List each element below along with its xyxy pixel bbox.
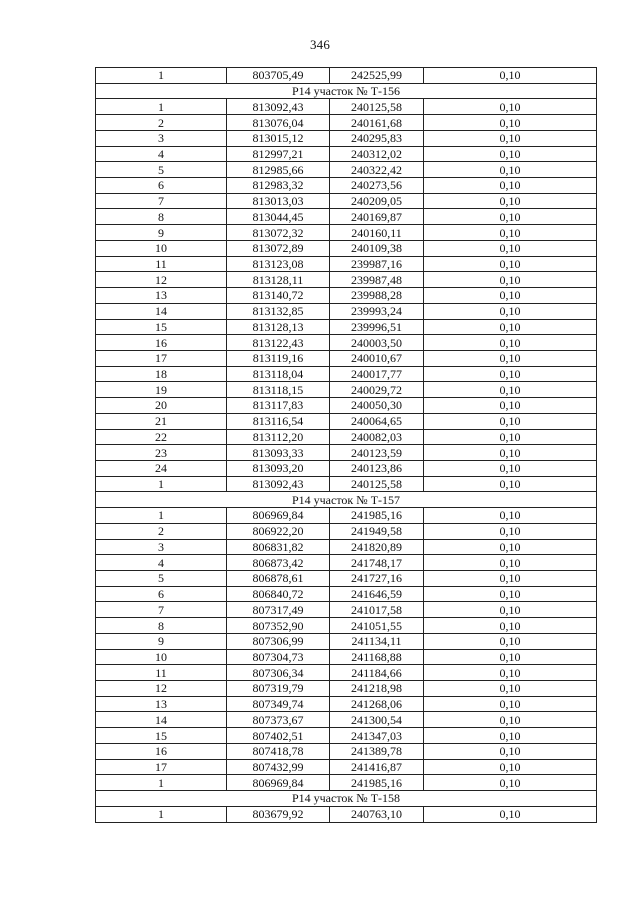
accuracy-cell: 0,10: [424, 398, 597, 414]
table-row: [96, 633, 597, 649]
y-coordinate-cell: 242525,99: [330, 68, 424, 84]
x-coordinate-cell: 807306,99: [227, 633, 330, 649]
point-number-cell: 3: [96, 539, 227, 555]
table-row: [96, 712, 597, 728]
y-coordinate-cell: 240109,38: [330, 240, 424, 256]
y-coordinate-cell: 240312,02: [330, 146, 424, 162]
x-coordinate-cell: 813123,08: [227, 256, 330, 272]
y-coordinate-cell: 239987,16: [330, 256, 424, 272]
y-coordinate-cell: 241168,88: [330, 649, 424, 665]
accuracy-cell: 0,10: [424, 178, 597, 194]
y-coordinate-cell: 239996,51: [330, 319, 424, 335]
point-number-cell: 6: [96, 586, 227, 602]
point-number-cell: 12: [96, 681, 227, 697]
table-row: [96, 303, 597, 319]
x-coordinate-cell: 806969,84: [227, 775, 330, 791]
accuracy-cell: 0,10: [424, 272, 597, 288]
table-row: [96, 99, 597, 115]
y-coordinate-cell: 239987,48: [330, 272, 424, 288]
table-row: [96, 571, 597, 587]
y-coordinate-cell: 241949,58: [330, 523, 424, 539]
x-coordinate-cell: 813092,43: [227, 99, 330, 115]
y-coordinate-cell: 240209,05: [330, 193, 424, 209]
x-coordinate-cell: 812985,66: [227, 162, 330, 178]
point-number-cell: 3: [96, 130, 227, 146]
x-coordinate-cell: 807306,34: [227, 665, 330, 681]
point-number-cell: 11: [96, 256, 227, 272]
y-coordinate-cell: 241051,55: [330, 618, 424, 634]
accuracy-cell: 0,10: [424, 743, 597, 759]
accuracy-cell: 0,10: [424, 681, 597, 697]
table-row: [96, 398, 597, 414]
section-title: Р14 участок № Т-158: [96, 791, 597, 807]
point-number-cell: 4: [96, 146, 227, 162]
point-number-cell: 1: [96, 99, 227, 115]
accuracy-cell: 0,10: [424, 162, 597, 178]
accuracy-cell: 0,10: [424, 256, 597, 272]
accuracy-cell: 0,10: [424, 319, 597, 335]
x-coordinate-cell: 813128,11: [227, 272, 330, 288]
point-number-cell: 10: [96, 649, 227, 665]
table-row: [96, 649, 597, 665]
coordinates-table: [95, 67, 597, 823]
point-number-cell: 16: [96, 743, 227, 759]
y-coordinate-cell: 240160,11: [330, 225, 424, 241]
x-coordinate-cell: 813093,20: [227, 460, 330, 476]
x-coordinate-cell: 807402,51: [227, 728, 330, 744]
x-coordinate-cell: 813128,13: [227, 319, 330, 335]
point-number-cell: 6: [96, 178, 227, 194]
table-row: [96, 319, 597, 335]
table-row: [96, 209, 597, 225]
accuracy-cell: 0,10: [424, 555, 597, 571]
x-coordinate-cell: 813119,16: [227, 350, 330, 366]
x-coordinate-cell: 813044,45: [227, 209, 330, 225]
section-title: Р14 участок № Т-156: [96, 83, 597, 99]
y-coordinate-cell: 241416,87: [330, 759, 424, 775]
y-coordinate-cell: 240064,65: [330, 413, 424, 429]
point-number-cell: 12: [96, 272, 227, 288]
section-header-row: [96, 83, 597, 99]
accuracy-cell: 0,10: [424, 382, 597, 398]
point-number-cell: 13: [96, 696, 227, 712]
x-coordinate-cell: 806831,82: [227, 539, 330, 555]
point-number-cell: 4: [96, 555, 227, 571]
x-coordinate-cell: 813140,72: [227, 288, 330, 304]
x-coordinate-cell: 813092,43: [227, 476, 330, 492]
point-number-cell: 15: [96, 319, 227, 335]
table-row: [96, 523, 597, 539]
y-coordinate-cell: 240017,77: [330, 366, 424, 382]
x-coordinate-cell: 806969,84: [227, 508, 330, 524]
accuracy-cell: 0,10: [424, 602, 597, 618]
y-coordinate-cell: 239993,24: [330, 303, 424, 319]
table-row: [96, 665, 597, 681]
accuracy-cell: 0,10: [424, 130, 597, 146]
y-coordinate-cell: 241727,16: [330, 571, 424, 587]
accuracy-cell: 0,10: [424, 476, 597, 492]
x-coordinate-cell: 807418,78: [227, 743, 330, 759]
table-row: [96, 288, 597, 304]
accuracy-cell: 0,10: [424, 728, 597, 744]
point-number-cell: 7: [96, 602, 227, 618]
point-number-cell: 17: [96, 759, 227, 775]
y-coordinate-cell: 240082,03: [330, 429, 424, 445]
x-coordinate-cell: 813076,04: [227, 115, 330, 131]
y-coordinate-cell: 240010,67: [330, 350, 424, 366]
y-coordinate-cell: 241134,11: [330, 633, 424, 649]
accuracy-cell: 0,10: [424, 335, 597, 351]
x-coordinate-cell: 807349,74: [227, 696, 330, 712]
section-header-row: [96, 791, 597, 807]
table-row: [96, 743, 597, 759]
table-row: [96, 115, 597, 131]
x-coordinate-cell: 812997,21: [227, 146, 330, 162]
point-number-cell: 22: [96, 429, 227, 445]
accuracy-cell: 0,10: [424, 633, 597, 649]
table-row: [96, 162, 597, 178]
accuracy-cell: 0,10: [424, 649, 597, 665]
table-row: [96, 445, 597, 461]
point-number-cell: 13: [96, 288, 227, 304]
y-coordinate-cell: 240273,56: [330, 178, 424, 194]
accuracy-cell: 0,10: [424, 366, 597, 382]
x-coordinate-cell: 807319,79: [227, 681, 330, 697]
x-coordinate-cell: 806873,42: [227, 555, 330, 571]
table-row: [96, 759, 597, 775]
x-coordinate-cell: 806922,20: [227, 523, 330, 539]
table-row: [96, 806, 597, 822]
table-row: [96, 193, 597, 209]
accuracy-cell: 0,10: [424, 759, 597, 775]
y-coordinate-cell: 240763,10: [330, 806, 424, 822]
accuracy-cell: 0,10: [424, 350, 597, 366]
point-number-cell: 7: [96, 193, 227, 209]
x-coordinate-cell: 806878,61: [227, 571, 330, 587]
x-coordinate-cell: 803679,92: [227, 806, 330, 822]
y-coordinate-cell: 240050,30: [330, 398, 424, 414]
table-row: [96, 429, 597, 445]
accuracy-cell: 0,10: [424, 586, 597, 602]
section-header-row: [96, 492, 597, 508]
point-number-cell: 16: [96, 335, 227, 351]
y-coordinate-cell: 241820,89: [330, 539, 424, 555]
table-row: [96, 350, 597, 366]
accuracy-cell: 0,10: [424, 115, 597, 131]
point-number-cell: 1: [96, 806, 227, 822]
table-row: [96, 240, 597, 256]
accuracy-cell: 0,10: [424, 696, 597, 712]
accuracy-cell: 0,10: [424, 146, 597, 162]
y-coordinate-cell: 241218,98: [330, 681, 424, 697]
x-coordinate-cell: 813116,54: [227, 413, 330, 429]
y-coordinate-cell: 240161,68: [330, 115, 424, 131]
y-coordinate-cell: 240003,50: [330, 335, 424, 351]
table-row: [96, 272, 597, 288]
table-row: [96, 413, 597, 429]
y-coordinate-cell: 239988,28: [330, 288, 424, 304]
y-coordinate-cell: 240322,42: [330, 162, 424, 178]
accuracy-cell: 0,10: [424, 712, 597, 728]
table-row: [96, 586, 597, 602]
table-row: [96, 335, 597, 351]
accuracy-cell: 0,10: [424, 508, 597, 524]
table-row: [96, 460, 597, 476]
x-coordinate-cell: 813122,43: [227, 335, 330, 351]
table-row: [96, 225, 597, 241]
point-number-cell: 8: [96, 209, 227, 225]
y-coordinate-cell: 240123,86: [330, 460, 424, 476]
x-coordinate-cell: 803705,49: [227, 68, 330, 84]
point-number-cell: 1: [96, 68, 227, 84]
point-number-cell: 1: [96, 508, 227, 524]
y-coordinate-cell: 240125,58: [330, 476, 424, 492]
accuracy-cell: 0,10: [424, 460, 597, 476]
x-coordinate-cell: 812983,32: [227, 178, 330, 194]
x-coordinate-cell: 813093,33: [227, 445, 330, 461]
section-title: Р14 участок № Т-157: [96, 492, 597, 508]
point-number-cell: 9: [96, 225, 227, 241]
point-number-cell: 20: [96, 398, 227, 414]
accuracy-cell: 0,10: [424, 413, 597, 429]
y-coordinate-cell: 240029,72: [330, 382, 424, 398]
table-row: [96, 146, 597, 162]
accuracy-cell: 0,10: [424, 225, 597, 241]
point-number-cell: 5: [96, 162, 227, 178]
table-row: [96, 256, 597, 272]
table-row: [96, 728, 597, 744]
table-row: [96, 178, 597, 194]
x-coordinate-cell: 806840,72: [227, 586, 330, 602]
point-number-cell: 1: [96, 476, 227, 492]
table-row: [96, 382, 597, 398]
y-coordinate-cell: 241268,06: [330, 696, 424, 712]
y-coordinate-cell: 240123,59: [330, 445, 424, 461]
y-coordinate-cell: 240295,83: [330, 130, 424, 146]
x-coordinate-cell: 813013,03: [227, 193, 330, 209]
point-number-cell: 8: [96, 618, 227, 634]
table-row: [96, 696, 597, 712]
accuracy-cell: 0,10: [424, 429, 597, 445]
y-coordinate-cell: 240169,87: [330, 209, 424, 225]
accuracy-cell: 0,10: [424, 523, 597, 539]
table-row: [96, 539, 597, 555]
y-coordinate-cell: 241184,66: [330, 665, 424, 681]
y-coordinate-cell: 241300,54: [330, 712, 424, 728]
accuracy-cell: 0,10: [424, 775, 597, 791]
x-coordinate-cell: 807432,99: [227, 759, 330, 775]
coordinates-table-body: [96, 68, 597, 823]
accuracy-cell: 0,10: [424, 571, 597, 587]
table-row: [96, 508, 597, 524]
x-coordinate-cell: 813118,04: [227, 366, 330, 382]
x-coordinate-cell: 813072,89: [227, 240, 330, 256]
x-coordinate-cell: 807317,49: [227, 602, 330, 618]
point-number-cell: 9: [96, 633, 227, 649]
point-number-cell: 15: [96, 728, 227, 744]
table-row: [96, 476, 597, 492]
point-number-cell: 5: [96, 571, 227, 587]
x-coordinate-cell: 807352,90: [227, 618, 330, 634]
point-number-cell: 19: [96, 382, 227, 398]
y-coordinate-cell: 241017,58: [330, 602, 424, 618]
accuracy-cell: 0,10: [424, 539, 597, 555]
point-number-cell: 11: [96, 665, 227, 681]
x-coordinate-cell: 813132,85: [227, 303, 330, 319]
table-row: [96, 618, 597, 634]
accuracy-cell: 0,10: [424, 806, 597, 822]
x-coordinate-cell: 807304,73: [227, 649, 330, 665]
point-number-cell: 10: [96, 240, 227, 256]
table-row: [96, 130, 597, 146]
x-coordinate-cell: 807373,67: [227, 712, 330, 728]
table-row: [96, 681, 597, 697]
table-row: [96, 555, 597, 571]
table-row: [96, 68, 597, 84]
accuracy-cell: 0,10: [424, 288, 597, 304]
accuracy-cell: 0,10: [424, 240, 597, 256]
point-number-cell: 2: [96, 115, 227, 131]
table-row: [96, 366, 597, 382]
y-coordinate-cell: 241985,16: [330, 775, 424, 791]
accuracy-cell: 0,10: [424, 303, 597, 319]
accuracy-cell: 0,10: [424, 445, 597, 461]
x-coordinate-cell: 813015,12: [227, 130, 330, 146]
point-number-cell: 17: [96, 350, 227, 366]
point-number-cell: 18: [96, 366, 227, 382]
y-coordinate-cell: 240125,58: [330, 99, 424, 115]
accuracy-cell: 0,10: [424, 99, 597, 115]
y-coordinate-cell: 241389,78: [330, 743, 424, 759]
point-number-cell: 24: [96, 460, 227, 476]
point-number-cell: 2: [96, 523, 227, 539]
x-coordinate-cell: 813117,83: [227, 398, 330, 414]
x-coordinate-cell: 813072,32: [227, 225, 330, 241]
accuracy-cell: 0,10: [424, 68, 597, 84]
y-coordinate-cell: 241347,03: [330, 728, 424, 744]
point-number-cell: 21: [96, 413, 227, 429]
point-number-cell: 23: [96, 445, 227, 461]
page-number: 346: [309, 37, 331, 52]
y-coordinate-cell: 241985,16: [330, 508, 424, 524]
point-number-cell: 14: [96, 303, 227, 319]
accuracy-cell: 0,10: [424, 209, 597, 225]
point-number-cell: 14: [96, 712, 227, 728]
table-row: [96, 602, 597, 618]
x-coordinate-cell: 813112,20: [227, 429, 330, 445]
table-row: [96, 775, 597, 791]
accuracy-cell: 0,10: [424, 193, 597, 209]
y-coordinate-cell: 241646,59: [330, 586, 424, 602]
point-number-cell: 1: [96, 775, 227, 791]
accuracy-cell: 0,10: [424, 618, 597, 634]
y-coordinate-cell: 241748,17: [330, 555, 424, 571]
x-coordinate-cell: 813118,15: [227, 382, 330, 398]
accuracy-cell: 0,10: [424, 665, 597, 681]
